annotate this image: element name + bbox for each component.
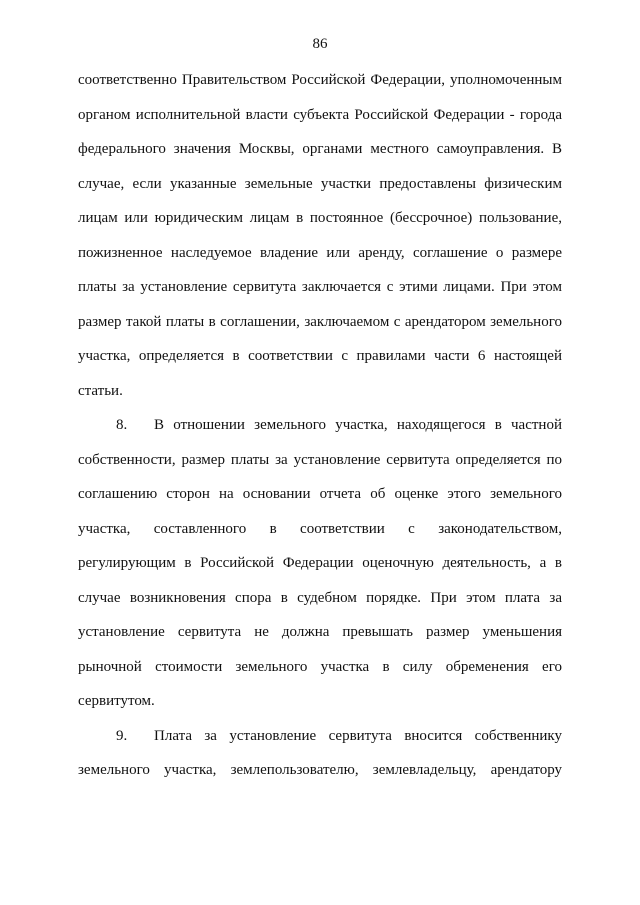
- text-line: участка, определяется в соответствии с правилами части 6 настоящей: [78, 348, 562, 364]
- text-line: пожизненное наследуемое владение или аренду, соглашение о размере: [78, 244, 562, 261]
- text-line: лицам или юридическим лицам в постоянное (бессрочное) пользование,: [78, 210, 562, 226]
- text-line: земельного участка, землепользователю, землевладельцу, арендатору: [78, 762, 562, 778]
- paragraph-number: 8.: [116, 417, 128, 433]
- text-line: рыночной стоимости земельного участка в силу обременения его: [78, 658, 562, 675]
- text-line: установление сервитута не должна превышать размер уменьшения: [78, 624, 562, 640]
- text-line: регулирующим в Российской Федерации оценочную деятельность, а в: [78, 555, 562, 571]
- paragraph-number: 9.: [116, 727, 128, 744]
- text-line: соответственно Правительством Российской Федерации, уполномоченным: [78, 72, 562, 88]
- paragraph-first-line: [78, 415, 562, 435]
- text-line: соглашению сторон на основании отчета об оценке этого земельного: [78, 486, 562, 502]
- text-line: сервитутом.: [78, 693, 155, 709]
- text-line: статьи.: [78, 382, 123, 399]
- paragraph-9: [78, 726, 562, 781]
- paragraph-first-line-text: Плата за установление сервитута вносится собственнику: [154, 727, 562, 744]
- paragraph-8: [78, 415, 562, 711]
- text-line: случае, если указанные земельные участки предоставлены физическим: [78, 175, 562, 192]
- text-line: платы за установление сервитута заключается с этими лицами. При этом: [78, 279, 562, 295]
- text-line: размер такой платы в соглашении, заключаемом с арендатором земельного: [78, 313, 562, 330]
- text-line: собственности, размер платы за установление сервитута определяется по: [78, 451, 562, 468]
- document-body: [78, 70, 562, 795]
- paragraph-first-line: [78, 726, 562, 746]
- text-line: органом исполнительной власти субъекта Российской Федерации - города: [78, 106, 562, 123]
- text-line: участка, составленного в соответствии с законодательством,: [78, 520, 562, 537]
- page-number: 86: [312, 36, 328, 52]
- paragraph-first-line-text: В отношении земельного участка, находящегося в частной: [154, 417, 562, 433]
- text-line: случае возникновения спора в судебном порядке. При этом плата за: [78, 589, 562, 606]
- text-line: федерального значения Москвы, органами местного самоуправления. В: [78, 141, 562, 157]
- paragraph-continuation: [78, 70, 562, 401]
